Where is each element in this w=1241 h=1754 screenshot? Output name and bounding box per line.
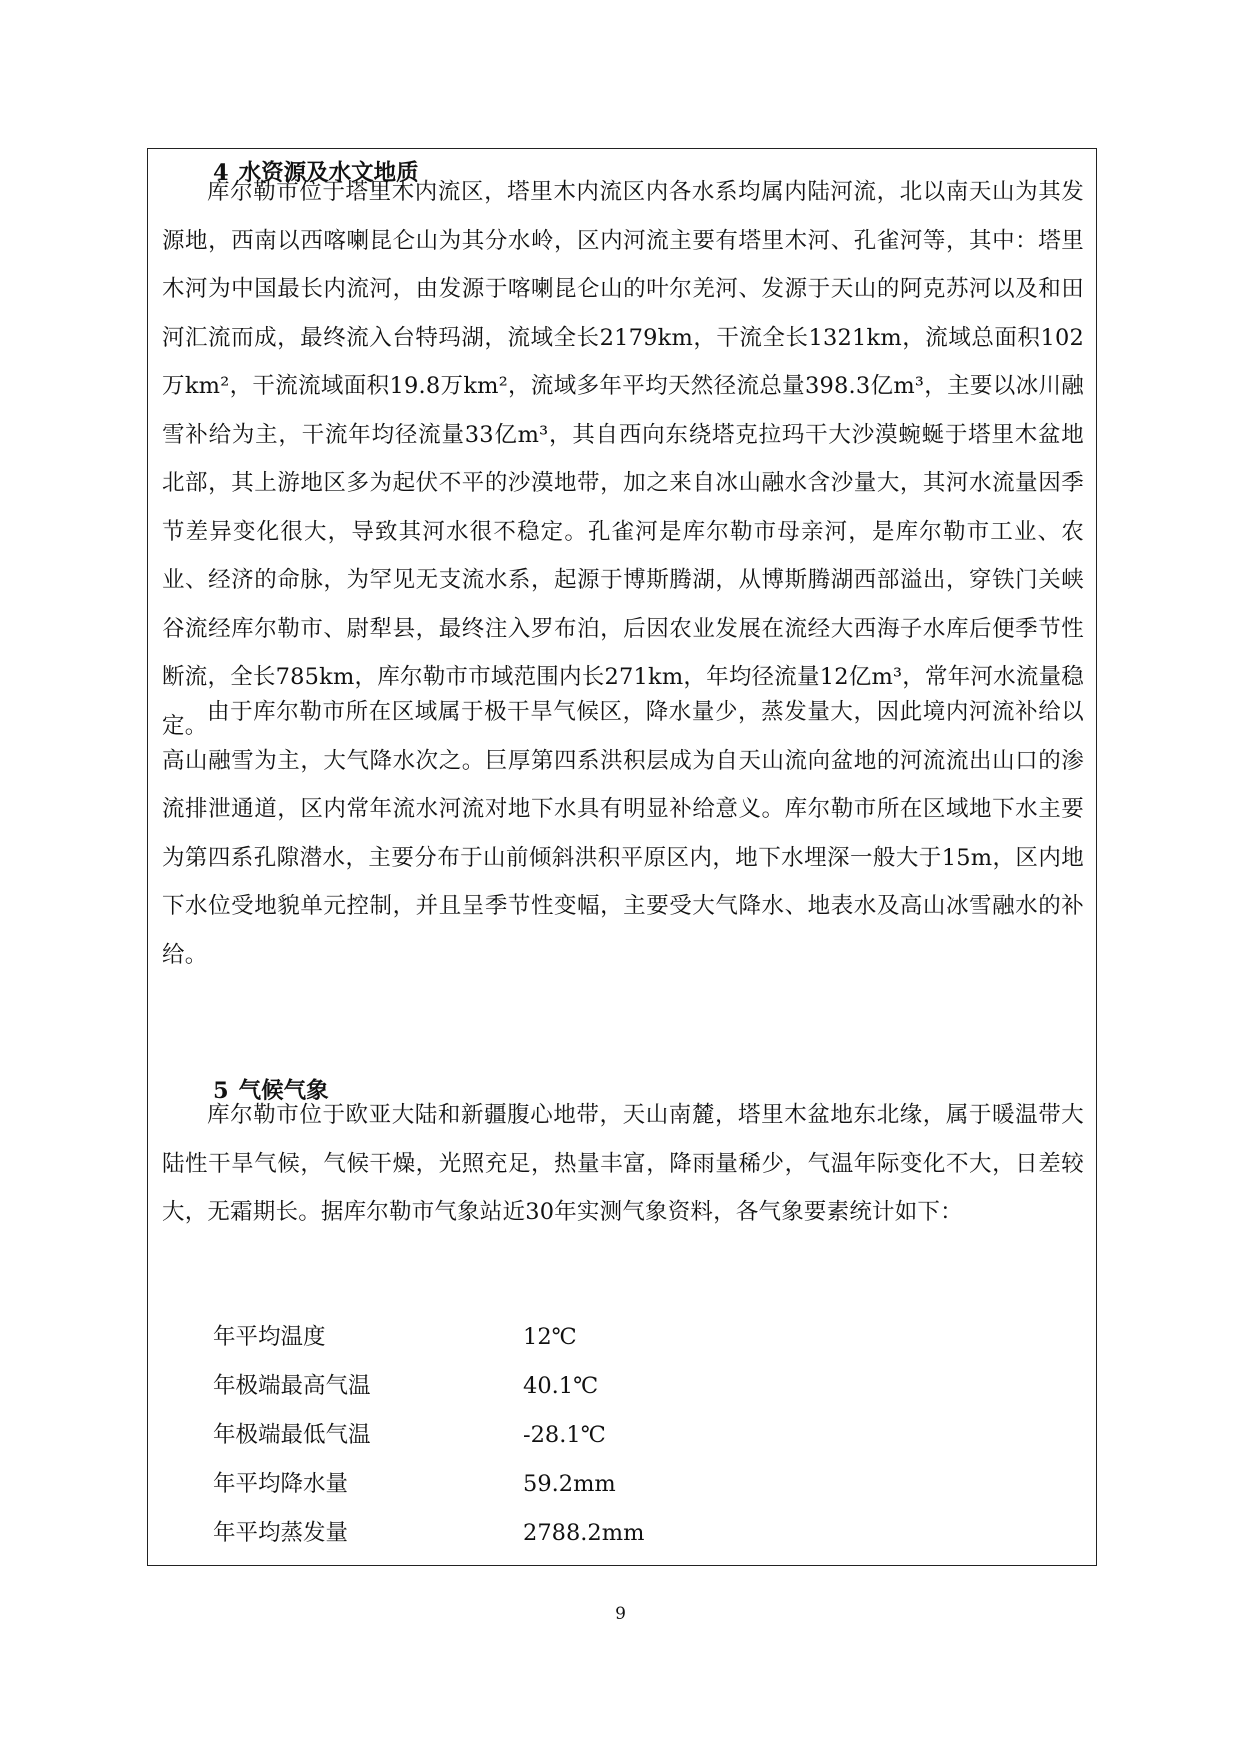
climate-stat-row [213, 1509, 644, 1558]
climate-stat-value: 12℃ [523, 1324, 577, 1350]
section-5-paragraph-1: 库尔勒市位于欧亚大陆和新疆腹心地带，天山南麓，塔里木盆地东北缘，属于暖温带大陆性干旱气候，气候干燥，光照充足，热量丰富，降雨量稀少，气温年际变化不大，日差较大，无霜期长。据库尔勒市气象站近30年实测气象资料，各气象要素统计如下： [162, 1102, 1084, 1225]
climate-stat-value: 40.1℃ [523, 1373, 599, 1399]
climate-stat-label: 年平均蒸发量 [213, 1520, 349, 1546]
section-4-paragraph-1: 库尔勒市位于塔里木内流区，塔里木内流区内各水系均属内陆河流，北以南天山为其发源地，西南以西喀喇昆仑山为其分水岭，区内河流主要有塔里木河、孔雀河等，其中：塔里木河为中国最长内流河，由发源于喀喇昆仑山的叶尔羌河、发源于天山的阿克苏河以及和田河汇流而成，最终流入台特玛湖，流域全长2179km，干流全长1321km，流域总面积102万km²，干流流域面积19.8万km²，流域多年平均天然径流总量398.3亿m³，主要以冰川融雪补给为主，干流年均径流量33亿m³，其自西向东绕塔克拉玛干大沙漠蜿蜒于塔里木盆地北部，其上游地区多为起伏不平的沙漠地带，加之来自冰山融水含沙量大，其河水流量因季节差异变化很大，导致其河水很不稳定。孔雀河是库尔勒市母亲河，是库尔勒市工业、农业、经济的命脉，为罕见无支流水系，起源于博斯腾湖，从博斯腾湖西部溢出，穿铁门关峡谷流经库尔勒市、尉犁县，最终注入罗布泊，后因农业发展在流经大西海子水库后便季节性断流，全长785km，库尔勒市市域范围内长271km，年均径流量12亿m³，常年河水流量稳定。 [162, 179, 1084, 739]
climate-stat-label: 年平均降水量 [213, 1471, 349, 1497]
climate-stat-row [213, 1460, 616, 1509]
climate-stat-value: 59.2mm [523, 1471, 616, 1497]
climate-stat-value: -28.1℃ [523, 1422, 606, 1448]
climate-stat-row [213, 1313, 577, 1362]
content-frame [147, 148, 1097, 1566]
section-5-title: 气候气象 [238, 1078, 329, 1104]
climate-stat-row [213, 1362, 598, 1411]
section-4-paragraph-2: 由于库尔勒市所在区域属于极干旱气候区，降水量少，蒸发量大，因此境内河流补给以高山融雪为主，大气降水次之。巨厚第四系洪积层成为自天山流向盆地的河流流出山口的渗流排泄通道，区内常年流水河流对地下水具有明显补给意义。库尔勒市所在区域地下水主要为第四系孔隙潜水，主要分布于山前倾斜洪积平原区内，地下水埋深一般大于15m，区内地下水位受地貌单元控制，并且呈季节性变幅，主要受大气降水、地表水及高山冰雪融水的补给。 [162, 699, 1084, 968]
page-number: 9 [615, 1604, 626, 1624]
section-4-number: 4 [213, 160, 229, 186]
section-4-title: 水资源及水文地质 [238, 160, 419, 186]
climate-stat-label: 年极端最低气温 [213, 1422, 371, 1448]
climate-stat-value: 2788.2mm [523, 1520, 645, 1546]
climate-stat-row [213, 1411, 606, 1460]
climate-stat-label: 年极端最高气温 [213, 1373, 371, 1399]
climate-stat-label: 年平均温度 [213, 1324, 326, 1350]
section-5-number: 5 [213, 1078, 229, 1104]
